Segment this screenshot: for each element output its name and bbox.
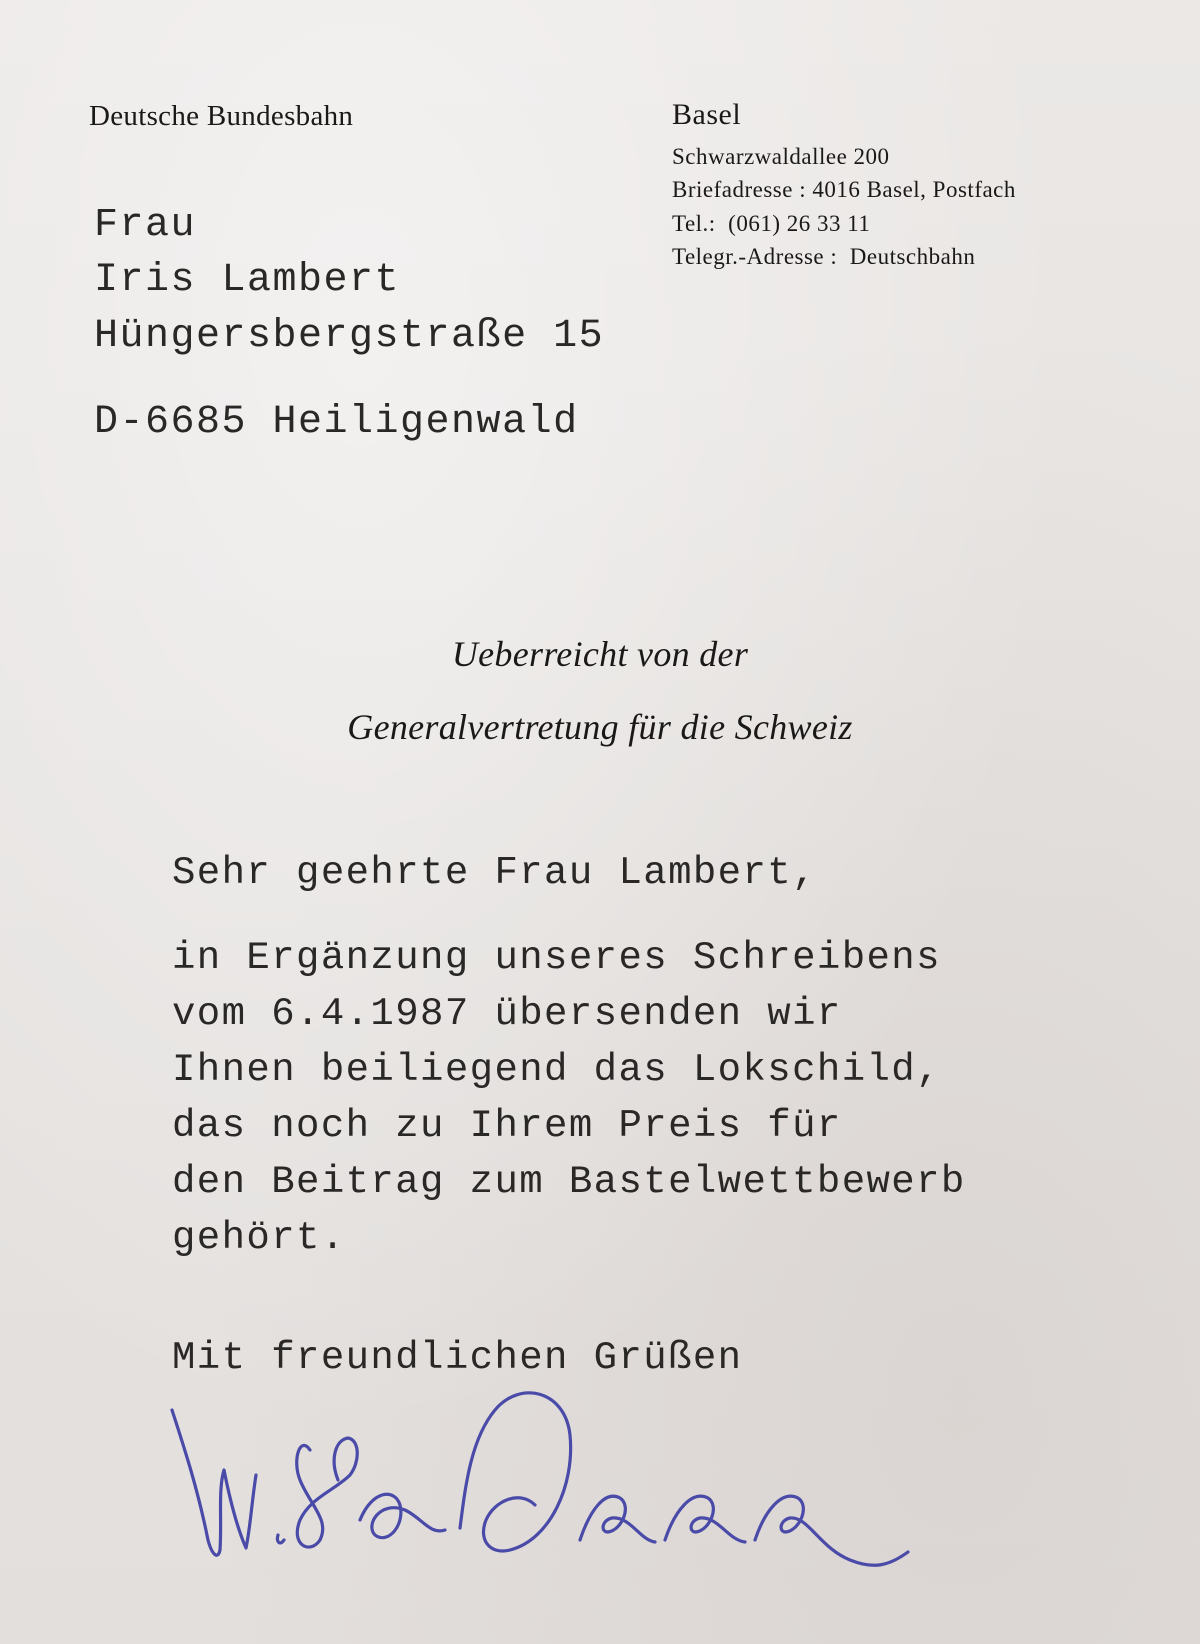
handwritten-signature <box>160 1380 920 1590</box>
recipient-name: Iris Lambert <box>94 258 401 303</box>
signature-stroke <box>172 1410 256 1555</box>
signature-stroke <box>360 1494 445 1537</box>
body-line: Ihnen beiliegend das Lokschild, <box>172 1048 941 1092</box>
body-line: den Beitrag zum Bastelwettbewerb <box>172 1160 966 1204</box>
signature-stroke <box>665 1496 745 1542</box>
handed-over-line-2: Generalvertretung für die Schweiz <box>347 707 853 747</box>
handed-over-line-1: Ueberreicht von der <box>451 634 749 674</box>
letter-closing: Mit freundlichen Grüßen <box>172 1336 743 1380</box>
body-line: das noch zu Ihrem Preis für <box>172 1104 842 1148</box>
signature-strokes <box>172 1393 908 1565</box>
letterhead-phone: Tel.: (061) 26 33 11 <box>672 211 871 236</box>
signature-stroke <box>755 1496 908 1565</box>
signature-stroke <box>460 1393 571 1551</box>
body-line: vom 6.4.1987 übersenden wir <box>172 992 842 1036</box>
recipient-city-line: D-6685 Heiligenwald <box>94 400 579 445</box>
body-line: gehört. <box>172 1216 346 1260</box>
signature-stroke <box>277 1535 284 1543</box>
letterhead-postal-address: Briefadresse : 4016 Basel, Postfach <box>672 177 1016 202</box>
letter-greeting: Sehr geehrte Frau Lambert, <box>172 851 817 895</box>
letterhead-city: Basel <box>672 98 742 131</box>
recipient-street: Hüngersbergstraße 15 <box>94 314 605 359</box>
recipient-salutation: Frau <box>94 203 197 248</box>
letterhead-sender: Deutsche Bundesbahn <box>89 100 354 132</box>
body-line: in Ergänzung unseres Schreibens <box>172 936 941 980</box>
signature-stroke <box>297 1438 358 1547</box>
letterhead-street: Schwarzwaldallee 200 <box>672 144 890 169</box>
signature-stroke <box>580 1496 655 1542</box>
letterhead-telegram-address: Telegr.-Adresse : Deutschbahn <box>672 244 976 269</box>
